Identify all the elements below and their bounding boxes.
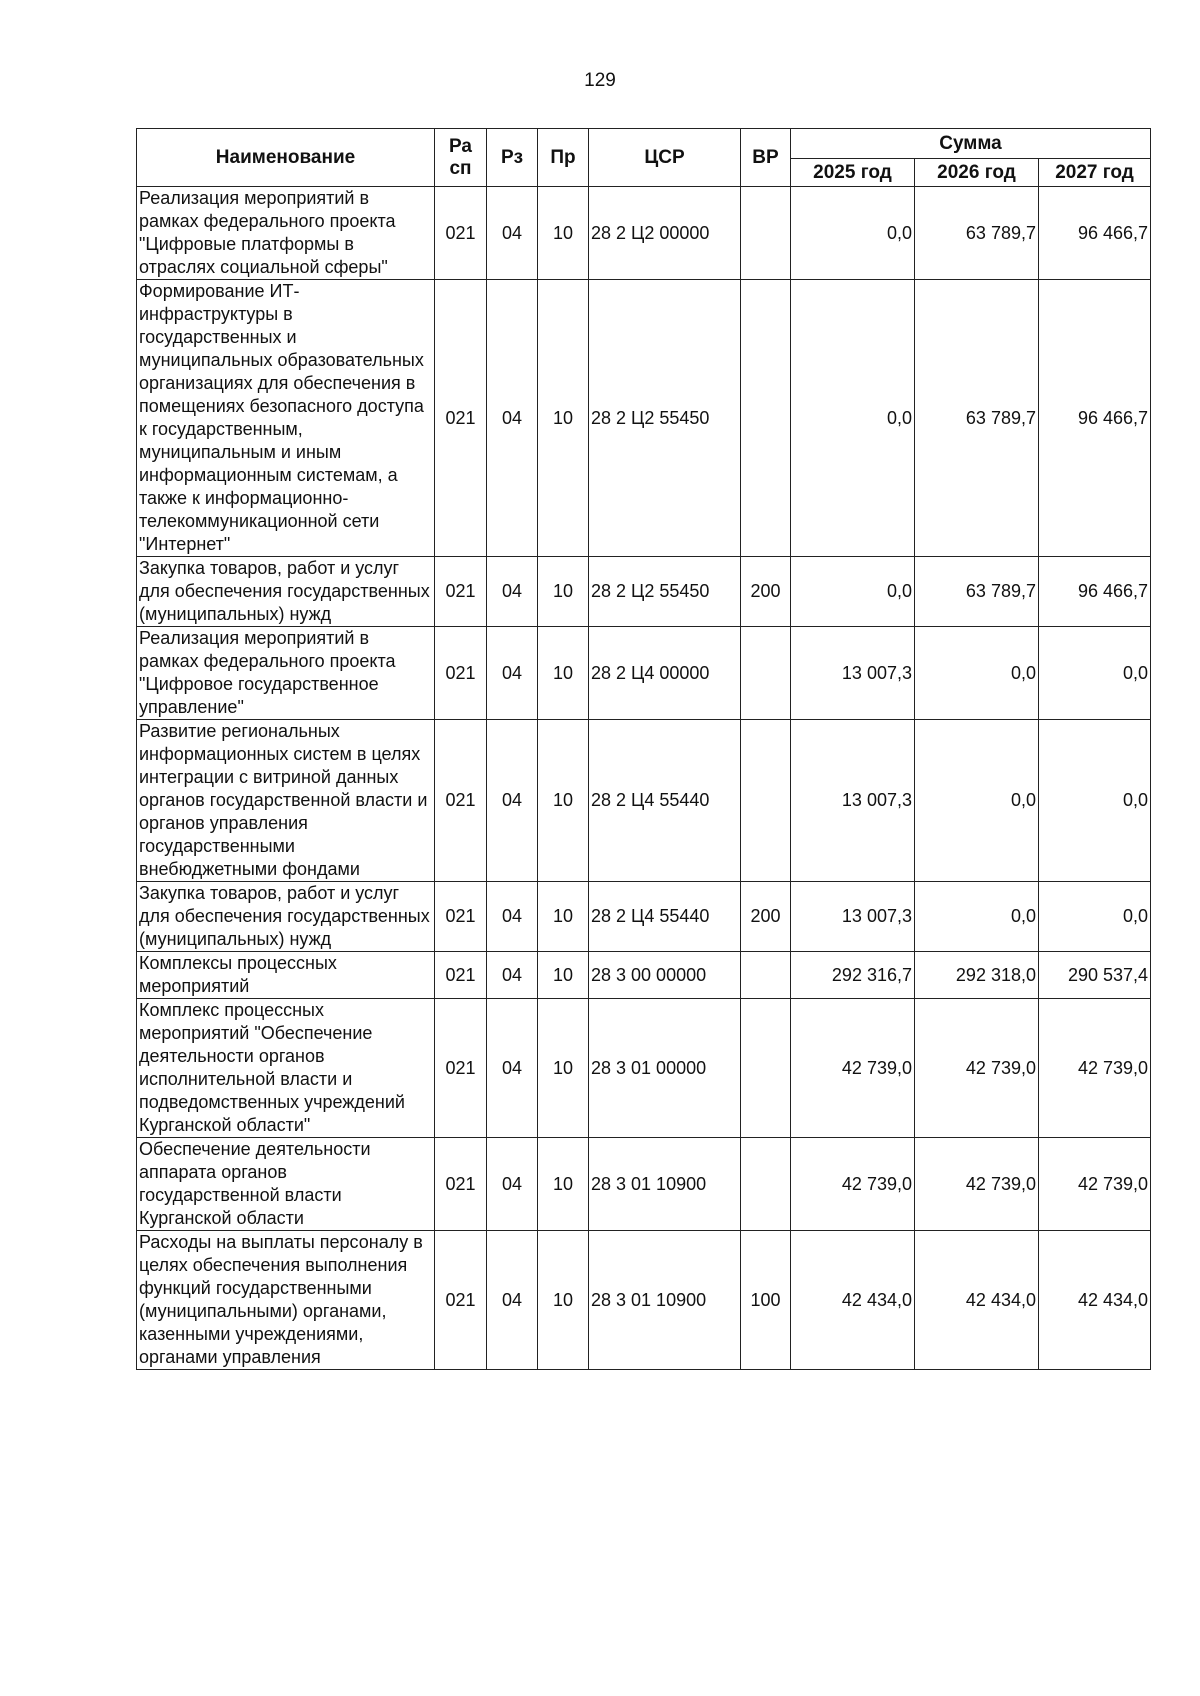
table-row	[137, 720, 1151, 882]
header-rasp: Ра сп	[435, 129, 487, 187]
cell-pr: 10	[538, 557, 589, 627]
cell-2027: 96 466,7	[1039, 187, 1151, 280]
table-row	[137, 280, 1151, 557]
cell-2025: 292 316,7	[791, 952, 915, 999]
cell-2025: 0,0	[791, 557, 915, 627]
table-body	[137, 187, 1151, 1370]
cell-name: Комплекс процессных мероприятий "Обеспечение деятельности органов исполнительной власти и подведомственных учреждений Курганской области"	[137, 999, 435, 1138]
header-name: Наименование	[137, 129, 435, 187]
page-number: 129	[584, 70, 616, 91]
cell-name: Комплексы процессных мероприятий	[137, 952, 435, 999]
cell-pr: 10	[538, 882, 589, 952]
cell-csr: 28 2 Ц4 55440	[589, 720, 741, 882]
cell-name: Развитие региональных информационных систем в целях интеграции с витриной данных органов государственной власти и органов управления государственными внебюджетными фондами	[137, 720, 435, 882]
cell-2026: 63 789,7	[915, 187, 1039, 280]
cell-2026: 42 739,0	[915, 999, 1039, 1138]
header-2026: 2026 год	[915, 159, 1039, 187]
cell-vr	[741, 280, 791, 557]
cell-2025: 13 007,3	[791, 882, 915, 952]
header-pr: Пр	[538, 129, 589, 187]
cell-pr: 10	[538, 999, 589, 1138]
cell-rasp: 021	[435, 720, 487, 882]
cell-rz: 04	[487, 280, 538, 557]
cell-csr: 28 2 Ц4 00000	[589, 627, 741, 720]
cell-vr	[741, 627, 791, 720]
cell-name: Реализация мероприятий в рамках федерального проекта "Цифровые платформы в отраслях социальной сферы"	[137, 187, 435, 280]
header-rz: Рз	[487, 129, 538, 187]
cell-2027: 96 466,7	[1039, 557, 1151, 627]
cell-rasp: 021	[435, 999, 487, 1138]
header-2027: 2027 год	[1039, 159, 1151, 187]
cell-2026: 0,0	[915, 720, 1039, 882]
cell-csr: 28 2 Ц2 55450	[589, 557, 741, 627]
cell-vr	[741, 999, 791, 1138]
cell-csr: 28 2 Ц2 00000	[589, 187, 741, 280]
cell-rasp: 021	[435, 557, 487, 627]
cell-vr: 200	[741, 557, 791, 627]
cell-2026: 0,0	[915, 627, 1039, 720]
cell-2027: 42 434,0	[1039, 1231, 1151, 1370]
header-vr: ВР	[741, 129, 791, 187]
cell-rasp: 021	[435, 952, 487, 999]
table-row	[137, 1138, 1151, 1231]
cell-csr: 28 2 Ц4 55440	[589, 882, 741, 952]
cell-rz: 04	[487, 627, 538, 720]
cell-2027: 0,0	[1039, 720, 1151, 882]
cell-rasp: 021	[435, 1231, 487, 1370]
table-row	[137, 187, 1151, 280]
table-row	[137, 627, 1151, 720]
cell-2027: 0,0	[1039, 627, 1151, 720]
cell-rz: 04	[487, 882, 538, 952]
cell-vr: 200	[741, 882, 791, 952]
cell-vr	[741, 952, 791, 999]
cell-rasp: 021	[435, 627, 487, 720]
cell-csr: 28 3 01 10900	[589, 1138, 741, 1231]
cell-name: Закупка товаров, работ и услуг для обеспечения государственных (муниципальных) нужд	[137, 882, 435, 952]
cell-name: Реализация мероприятий в рамках федерального проекта "Цифровое государственное управление"	[137, 627, 435, 720]
cell-2026: 42 739,0	[915, 1138, 1039, 1231]
cell-name: Формирование ИТ-инфраструктуры в государственных и муниципальных образовательных организациях для обеспечения в помещениях безопасного доступа к государственным, муниципальным и иным информационным системам, а также к информационно-телекоммуникационной сети "Интернет"	[137, 280, 435, 557]
header-2025: 2025 год	[791, 159, 915, 187]
cell-name: Закупка товаров, работ и услуг для обеспечения государственных (муниципальных) нужд	[137, 557, 435, 627]
cell-2025: 0,0	[791, 187, 915, 280]
cell-rz: 04	[487, 999, 538, 1138]
cell-2026: 0,0	[915, 882, 1039, 952]
cell-2025: 13 007,3	[791, 720, 915, 882]
cell-rasp: 021	[435, 1138, 487, 1231]
cell-2026: 42 434,0	[915, 1231, 1039, 1370]
cell-2027: 42 739,0	[1039, 999, 1151, 1138]
cell-rz: 04	[487, 187, 538, 280]
cell-2026: 63 789,7	[915, 557, 1039, 627]
cell-2027: 0,0	[1039, 882, 1151, 952]
cell-2027: 42 739,0	[1039, 1138, 1151, 1231]
cell-2025: 0,0	[791, 280, 915, 557]
cell-csr: 28 3 01 10900	[589, 1231, 741, 1370]
table-row	[137, 999, 1151, 1138]
cell-rz: 04	[487, 1231, 538, 1370]
cell-csr: 28 3 00 00000	[589, 952, 741, 999]
cell-pr: 10	[538, 280, 589, 557]
cell-vr	[741, 1138, 791, 1231]
cell-pr: 10	[538, 720, 589, 882]
table-row	[137, 557, 1151, 627]
cell-rasp: 021	[435, 280, 487, 557]
cell-csr: 28 3 01 00000	[589, 999, 741, 1138]
cell-pr: 10	[538, 1231, 589, 1370]
table-row	[137, 882, 1151, 952]
cell-pr: 10	[538, 1138, 589, 1231]
cell-2027: 290 537,4	[1039, 952, 1151, 999]
budget-table	[136, 128, 1151, 1370]
table-row	[137, 1231, 1151, 1370]
cell-pr: 10	[538, 952, 589, 999]
cell-rasp: 021	[435, 187, 487, 280]
header-csr: ЦСР	[589, 129, 741, 187]
cell-vr	[741, 720, 791, 882]
cell-2027: 96 466,7	[1039, 280, 1151, 557]
cell-2025: 42 739,0	[791, 999, 915, 1138]
cell-2025: 42 739,0	[791, 1138, 915, 1231]
header-sum: Сумма	[791, 129, 1151, 159]
cell-2025: 13 007,3	[791, 627, 915, 720]
cell-rz: 04	[487, 1138, 538, 1231]
cell-rz: 04	[487, 720, 538, 882]
cell-vr	[741, 187, 791, 280]
cell-name: Расходы на выплаты персоналу в целях обеспечения выполнения функций государственными (муниципальными) органами, казенными учреждениями, органами управления	[137, 1231, 435, 1370]
cell-rz: 04	[487, 952, 538, 999]
cell-csr: 28 2 Ц2 55450	[589, 280, 741, 557]
cell-name: Обеспечение деятельности аппарата органов государственной власти Курганской области	[137, 1138, 435, 1231]
cell-pr: 10	[538, 187, 589, 280]
cell-pr: 10	[538, 627, 589, 720]
cell-rasp: 021	[435, 882, 487, 952]
table-row	[137, 952, 1151, 999]
cell-2026: 292 318,0	[915, 952, 1039, 999]
cell-2026: 63 789,7	[915, 280, 1039, 557]
cell-vr: 100	[741, 1231, 791, 1370]
cell-2025: 42 434,0	[791, 1231, 915, 1370]
cell-rz: 04	[487, 557, 538, 627]
